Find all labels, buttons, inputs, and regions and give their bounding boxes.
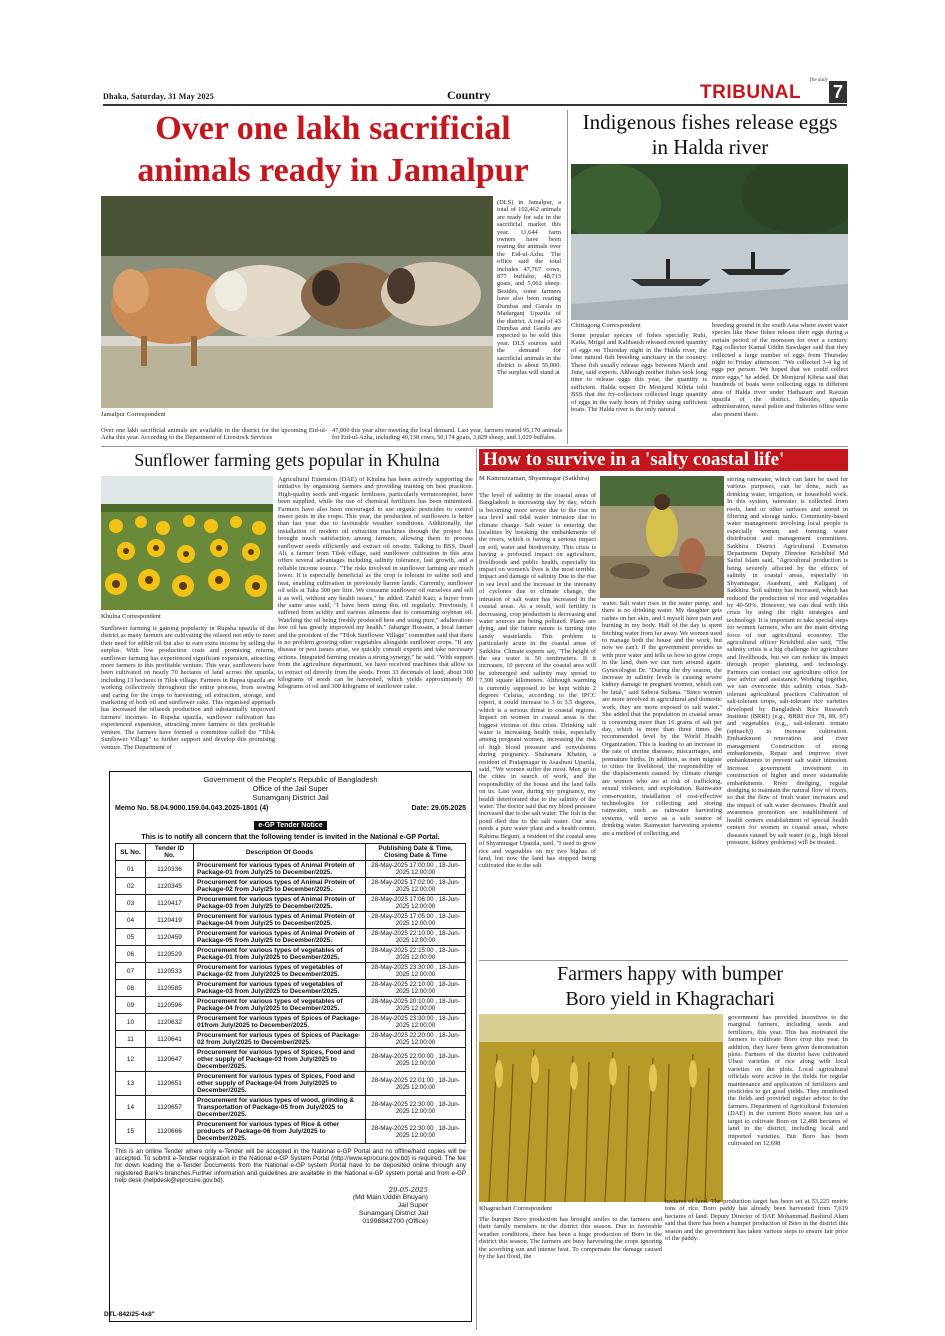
column-rule-2 xyxy=(476,448,477,1330)
salty-text-col1: The level of salinity in the coastal areas of Bangladesh is increasing day by day, which is becoming more severe due to the rise in sea level and tidal water intrusion due to climate change. Salt water is entering the localities by breaking the embankments of the rivers, which is having a serious impact on soil, water and biodiversity. This crisis is having a profound impact on agriculture, livelihoods and public health, especially its impact on women's lives is the most terrible. Impact and damage of salinity Due to the rise in sea level and the increase in the intensity of cyclones due to climate change, the intrusion of salt water has increased in the coastal areas. As a result, soil fertility is decreasing, crop production is decreasing and water sources are being polluted. Plants are dying, and the future nature is turning into sandy wastelands. This problem is particularly acute in the coastal areas of Satkhira. Climate experts say, "The height of the sea water is 50 centimeters. If it increases, 10 percent of the coastal area will be submerged and salinity may spread to 7,300 square kilometers. Although warming is currently supposed to be kept within 2 degrees Celsius, according to the IPCC report, it could increase to 3 to 3.5 degrees, which is a serious threat to coastal regions. Impact on women in coastal areas is the biggest victims of this crisis. Drinking salt water is increasing health risks, especially among pregnant women, increasing the risk of high blood pressure and convulsions during pregnancy. Shahanara Khatun, a resident of Pratapnagar in Asashuni Upazila, said, "We women suffer the most. Men go to the cities in search of work, and the responsibility of the house and the land falls on us. Last year, during my pregnancy, my health deteriorated due to the salinity of the water. The doctor said that my blood pressure increased due to the salt water. The fish in the pond died due to the salt water. Our area needs a pure water plant and a health center. Rahima Begum, a resident of the coastal area of Shyamnagar Upazila, said, "I used to grow rice and vegetables on my two bighas of land, but now the land has stopped being cultivated due to the salt xyxy=(479,492,596,870)
tender-cell-id: 1120533 xyxy=(146,963,194,980)
tender-cell-id: 1120459 xyxy=(146,929,194,946)
tender-cell-sl: 06 xyxy=(116,946,146,963)
tender-cell-id: 1120585 xyxy=(146,980,194,997)
tender-cell-dates: 28-May-2025 22:01:00 , 18-Jun-2025 12:00:00 xyxy=(366,1072,466,1096)
tender-dtl: DTL-842/25-4x8" xyxy=(104,1311,155,1318)
tender-row xyxy=(116,1048,466,1072)
tender-header-id: Tender ID No. xyxy=(146,844,194,861)
tender-cell-id: 1120417 xyxy=(146,895,194,912)
brand-logo xyxy=(700,80,828,104)
boro-text-right: government has provided incentives to the marginal farmers, including seeds and fertilizers, this year. This has motivated the farmers to cultivate Boro crop this year. In addition, they have been given demonstration plots. Farmers of the district have cultivated Ubasi varieties of rice along with local varieties on the plots. Local agricultural officials were active in the fields for regular maintenance and application of fertilizers and pesticides to get good yields. They monitored the fields and provided regular advice to the farmers. Department of Agricultural Extension (DAE) in the current Boro season has set a target to cultivate Boro on 12,488 hectares of land in the district, including local and imported varieties. But Boro has been cultivated on 12,698 xyxy=(728,1014,848,1147)
tender-cell-id: 1120647 xyxy=(146,1048,194,1072)
boro-text-bottom-right: hectares of land. The production target has been set at 53,225 metric tons of rice. Boro paddy has already been harvested from 7,619 hectares of land. Deputy Director of DAE Mohammad Bashirul Alam said that there has been a bumper production of Boro in the district this season and the government has taken various steps to ensure fair price of the paddy. xyxy=(665,1198,848,1243)
sunflower-byline: Khulna Correspondent xyxy=(101,613,161,620)
tender-cell-sl: 12 xyxy=(116,1048,146,1072)
tender-row xyxy=(116,1120,466,1144)
tender-gov-line1: Government of the People's Republic of Bangladesh xyxy=(203,775,378,784)
section-name: Country xyxy=(447,88,491,102)
salty-text-col2: water. Salt water rises in the water pump, and there is no drinking water. My daughter gets rashes on her skin, and I myself have pain and burning in my body. Half of the day is spent fetching water from far away. We women used to manage both the house and the work, but now we can't. If the government provides us with pure water and tells us how to grow crops in the land, then we can turn around again. Gynecologist Dr. "During the dry season, the increase in salinity levels is causing severe kidney damage in pregnant women, which can be fatal," said Sabera Sultana. "Since women are more involved in agricultural and domestic work, they are more exposed to salt water." She added that the population in coastal areas is consuming more than 16 grams of salt per day, which is more than three times the recommended level by the World Health Organization. This is leading to an increase in the rate of uterine diseases, miscarriages, and premature births. In addition, as men migrate to cities for livelihood, the responsibility of the displacements caused by climate change are women who are at risk of trafficking, sexual violence, and exploitation. Rainwater conservation, installation of cost-effective technologies for collecting and storing rainwater, such as rainwater harvesting systems, will serve as a safe source of drinking water. Rainwater harvesting systems are a method of collecting and xyxy=(602,600,722,837)
headline-boro: Farmers happy with bumper Boro yield in Khagrachari xyxy=(556,963,784,1010)
tender-row xyxy=(116,980,466,997)
sunflower-text-col1: Sunflower farming is gaining popularity in Rupsha upazila of the district as many farmers are cultivating the oilseed not only to meet their need for edible oil but also to earn extra income by selling the surplus. With low production costs and promising returns, sunflower farming has experienced significant expansion, attracting more farmers to this profitable venture. This year, sunflowers have been cultivated on nearly 70 hectares of land across the upazila, including 13 hectares in Tilok village. Farmers in Rupsa upazila are working collectively throughout the entire process, from sowing and caring for the crops to harvesting, oil extraction, storage, and marketing of both oil and sunflower cake. This organised approach has increased the oilseeds production and substantially improved farmers' incomes. In Rupsha upazila, sunflower cultivation has experienced expansion, attracting more farmers to this profitable venture. The farmers have formed a committee called the "Tilok Sunflower Village" to further support and develop this promising venture. The Department of xyxy=(101,625,275,751)
tender-cell-id: 1120336 xyxy=(146,861,194,878)
tender-cell-id: 1120657 xyxy=(146,1096,194,1120)
salty-byline: M Kamruzzaman, Shyamnagar (Satkhira) xyxy=(479,475,590,482)
photo-salty-women xyxy=(600,476,724,598)
tender-cell-sl: 08 xyxy=(116,980,146,997)
tender-cell-dates: 28-May-2025 22:10:00 , 18-Jun-2025 12:00:00 xyxy=(366,929,466,946)
tender-cell-desc: Procurement for various types of Animal Protein of Package-02 from July/25 to December/2025. xyxy=(194,878,366,895)
tender-signer-phone: 01998842700 (Office) xyxy=(362,1218,428,1226)
tender-cell-sl: 01 xyxy=(116,861,146,878)
tender-rows xyxy=(116,861,466,1144)
tender-cell-id: 1120345 xyxy=(146,878,194,895)
photo-boro-paddy xyxy=(479,1014,723,1202)
tender-cell-dates: 28-May-2025 17:05:00 , 18-Jun-2025 12:00:00 xyxy=(366,912,466,929)
tender-cell-sl: 09 xyxy=(116,997,146,1014)
tender-cell-dates: 28-May-2025 22:00:00 , 18-Jun-2025 12:00:00 xyxy=(366,1048,466,1072)
tender-cell-dates: 28-May-2025 22:20:00 , 18-Jun-2025 12:00:00 xyxy=(366,1031,466,1048)
sacrificial-text-bottom-right: 47,000 this year after meeting the local demand. Last year, farmers reared 95,170 animals for Eid-ul-Azha, including 40,138 cows, 50,174 goats, 3,829 sheep, and 1,029 buffalos. xyxy=(332,427,562,442)
tender-cell-id: 1120529 xyxy=(146,946,194,963)
sunflower-text-col2: Agricultural Extension (DAE) of Khulna has been actively supporting the initiative by organising farmers and providing training on best practices. High-quality seeds and organic fertilisers, particularly vermicompost, have been supplied, while the use of chemical fertilizers has been minimized. Farmers have also been encouraged to use organic pesticides to control insect pests in the crops. This year, the production of sunflowers is better than last year due to favourable weather conditions. Additionally, the installation of modern oil extraction machines through the project has brought much satisfaction among farmers, allowing them to process sunflower seeds efficiently and extract oil on-site. Talking to BSS, Daud Ali, a farmer from Tilok village, said sunflower cultivation in this area offers several advantages including salinity tolerance, fast growth, and a reliable income source. "The risks involved in sunflower farming are much lower. It is especially beneficial as the crop is tolerant to saline soil and heat, enabling cultivation in previously barren lands. Currently, sunflower oil sells at Taka 300 per litre. We consume sunflower oil ourselves and sell it as well, without any health issues," he added. Zahid Kazi, a buyer from the same area said, "I have been using this oil regularly. Previously, I suffered from acidity and various ailments due to consuming soybean oil. Watching the oil being freshly produced here and using pure," adulteration-free oil has greatly improved my health." Jahangir Hossain, a local farmer and the president of the "Tilok Sunflower Village" committee said that there is no problem growing other vegetables alongside sunflower crops. "If any disease or pest issues arise, we quickly consult experts and take necessary actions. Integrated farming creates a strong synergy," he said. "With support from the agriculture department, we have received machines that allow us to extract oil directly from the seeds. From 33 decimals of land, about 300 kilograms of seeds can be harvested, which yields approximately 80 kilograms of oil and 300 kilograms of sunflower cake. xyxy=(278,476,473,691)
tender-row xyxy=(116,912,466,929)
tender-signer-name: (Md Main Uddin Bhuyan) xyxy=(352,1194,428,1202)
tender-signature xyxy=(115,1186,428,1194)
tender-cell-id: 1120641 xyxy=(146,1031,194,1048)
tender-cell-id: 1120419 xyxy=(146,912,194,929)
sacrificial-text-bottom-left: Over one lakh sacrificial animals are available in the district for the upcoming Eid-ul-Azha this year. According to the Department of Livestock Services xyxy=(101,427,327,442)
tender-signature-date: 29-05-2025 xyxy=(388,1186,428,1195)
tender-header-dates: Publishing Date & Time, Closing Date & Time xyxy=(366,844,466,861)
tender-signer-title: Jail Super xyxy=(397,1202,428,1210)
tender-row xyxy=(116,878,466,895)
tender-cell-dates: 28-May-2025 22:10:00 , 18-Jun-2025 12:00:00 xyxy=(366,980,466,997)
tender-cell-dates: 28-May-2025 23:30:00 , 18-Jun-2025 12:00:00 xyxy=(366,963,466,980)
tender-row xyxy=(116,997,466,1014)
tender-cell-desc: Procurement for various types of Animal Protein of Package-03 from July/25 to December/2025. xyxy=(194,895,366,912)
brand-small: The daily xyxy=(809,78,828,83)
tender-signer-office: Sunamganj District Jail xyxy=(358,1210,428,1218)
photo-halda-boats xyxy=(571,164,848,320)
tender-memo: Memo No. 58.04.9000.159.04.043.2025-1801 (4) xyxy=(115,805,269,812)
tender-cell-id: 1120666 xyxy=(146,1120,194,1144)
tender-cell-desc: Procurement for various types of Spices, Food and other supply of Package-03 from July/2025 to December/2025. xyxy=(194,1048,366,1072)
halda-text-col2: breeding ground in the south Asia where sweet water species like these fishes release their eggs during a certain period of the monsoon for over a century. Egg collector Kamal Uddin Sawdager said that they collected a large number of eggs from Thursday night to Friday afternoon. "We collected 3-4 kg of eggs per person. We hoped that we could collect more eggs," he added. Dr Monjurul Kibria said that hundreds of boats were collecting eggs in different area of Halda river under Hathazari and Raozan upazila of the district. Besides, upazila administration, naval police and fisheries office were also present there. xyxy=(712,322,848,418)
tender-row xyxy=(116,963,466,980)
tender-cell-sl: 15 xyxy=(116,1120,146,1144)
tender-cell-desc: Procurement for various types of vegetables of Package-03 from July/2025 to December/2025. xyxy=(194,980,366,997)
tender-cell-id: 1120596 xyxy=(146,997,194,1014)
headline-sacrificial: Over one lakh sacrificial animals ready in Jamalpur xyxy=(137,110,529,189)
row-rule-1 xyxy=(101,446,848,447)
tender-cell-sl: 14 xyxy=(116,1096,146,1120)
tender-footer: This is an online Tender where only e-Tender will be accepted in the National e-GP Portal and no offline/hard copies will be accepted. To submit e-Tender registration in the National e-GP System Portal (http://www.eprocure.gov.bd) is required. The fee for down loading the e-Tender Documents from the National e-GP system Portal have to be deposited online through any registered Bank's branches.Further information and guidelines are available in the National e-GP system portal and from e-GP help desk (helpdesk@eprocure.gov.bd). xyxy=(115,1148,466,1184)
tender-cell-sl: 04 xyxy=(116,912,146,929)
tender-row xyxy=(116,861,466,878)
tender-cell-id: 1120632 xyxy=(146,1014,194,1031)
salty-text-col3: storing rainwater, which can later be used for various purposes, can be done, such as drinking water, irrigation, or household work. In this system, rainwater is collected from roofs, land or other surfaces and stored in filtering and storage tanks. Community-based water management involving local people is especially women, and forming water distribution and management committees. Satkhira District Agricultural Extension Department Deputy Director Krishibid Md Saiful Islam said, "Agricultural production is being severely affected by the effects of salinity in coastal areas, especially in Shyamnagar, Asashuni, and Kaliganj of Satkhira. Soil salinity has increased, which has reduced the production of rice and vegetables by 40-50%. However, we can deal with this crisis by using the right strategies and technology. It is important to take special steps for women farmers, who are the main driving force of our agricultural economy. The agricultural officer Krishibid also said, "The salinity crisis is a big challenge for agriculture and livelihoods, but we can reduce its impact through proper planning and technology. Farmers can contact our agriculture office for free advice and assistance. Working together, we can overcome this salinity crisis. Salt-tolerant agricultural practices Cultivation of salt-tolerant crops, salt-tolerant rice varieties developed by Bangladesh Rice Research Institute (BRRI) (e.g., BRRI rice 78, 89, 97) and vegetables (e.g., salt-tolerant tomato (spinach)) to increase cultivation. Embankment renovation and river management Construction of strong embankments, Repair and improve river embankments to prevent salt water intrusion. Increase government investment in construction of higher and more sustainable embankments. River dredging, regular dredging to maintain the natural flow of rivers, so that the flow of fresh water increases and the impact of salt water decreases. Health and awareness promotion are establishment of health centers establishment of special health centers for women in coastal areas, where diseases caused by salt water (e.g., high blood pressure, kidney problems) will be treated. xyxy=(727,476,848,846)
row-rule-2 xyxy=(479,960,848,961)
masthead-rule xyxy=(103,104,847,106)
tender-cell-dates: 28-May-2025 17:06:00 , 18-Jun-2025 12:00:00 xyxy=(366,895,466,912)
tender-row xyxy=(116,929,466,946)
tender-cell-desc: Procurement for various types of Animal Protein of Package-05 from July/25 to December/2025. xyxy=(194,929,366,946)
tender-cell-desc: Procurement for various types of Rice & other products of Package-06 from July/2025 to December/2025. xyxy=(194,1120,366,1144)
tender-cell-desc: Procurement for various types of wood, grinding & Transportation of Package-05 from July/2025 to December/2025. xyxy=(194,1096,366,1120)
headline-halda: Indigenous fishes release eggs in Halda river xyxy=(582,110,838,159)
boro-byline: Khagrachari Correspondent xyxy=(479,1205,553,1212)
tender-cell-desc: Procurement for various types of Spices of Package-01from July/2025 to December/2025. xyxy=(194,1014,366,1031)
brand-name: TRIBUNAL xyxy=(700,82,802,103)
headline-sunflower: Sunflower farming gets popular in Khulna xyxy=(134,450,440,470)
tender-cell-dates: 28-May-2025 17:02:00 , 18-Jun-2025 12:00:00 xyxy=(366,878,466,895)
dateline: Dhaka, Saturday, 31 May 2025 xyxy=(103,92,214,101)
photo-cows xyxy=(101,196,493,408)
tender-cell-desc: Procurement for various types of Animal Protein of Package-01 from July/25 to December/2025. xyxy=(194,861,366,878)
tender-notice xyxy=(104,771,472,1322)
headline-salty: How to survive in a 'salty coastal life' xyxy=(479,449,848,471)
tender-notice-title: e-GP Tender Notice xyxy=(254,821,326,830)
halda-text-col1: Some popular species of fishes specially Ruhi, Katla, Mrigel and Kalibaush released record quantity of eggs on Thursday night in the Halda river, the lone natural fish breeding sanctuary in the country. These fish usually release eggs between March and June, said experts. Although mother fishes took long time to release eggs this year, the quantity is sufficient. Halda expert Dr Monjurul Kibria told BSS that the fry-collectors collected huge quantity of eggs in the early hours of Friday using sufficient boats. The Halda river is the only natural xyxy=(571,332,707,414)
tender-row xyxy=(116,895,466,912)
tender-row xyxy=(116,1072,466,1096)
tender-cell-desc: Procurement for various types of vegetables of Package-02 from July/2025 to December/2025. xyxy=(194,963,366,980)
tender-cell-desc: Procurement for various types of vegetables of Package-04 from July/2025 to December/2025. xyxy=(194,997,366,1014)
photo-sunflower-field xyxy=(101,476,273,610)
tender-cell-sl: 03 xyxy=(116,895,146,912)
tender-gov-line2: Office of the Jail Super xyxy=(252,784,329,793)
tender-header-desc: Description Of Goods xyxy=(194,844,366,861)
tender-row xyxy=(116,1096,466,1120)
tender-cell-sl: 05 xyxy=(116,929,146,946)
tender-cell-sl: 10 xyxy=(116,1014,146,1031)
tender-row xyxy=(116,1014,466,1031)
tender-cell-dates: 28-May-2025 20:10:00 , 18-Jun-2025 12:00:00 xyxy=(366,997,466,1014)
tender-cell-id: 1120651 xyxy=(146,1072,194,1096)
tender-cell-desc: Procurement for various types of Animal Protein of Package-04 from July/25 to December/2025. xyxy=(194,912,366,929)
tender-row xyxy=(116,946,466,963)
tender-cell-desc: Procurement for various types of vegetables of Package-01 from July/2025 to December/2025. xyxy=(194,946,366,963)
page-number: 7 xyxy=(829,81,847,103)
tender-cell-dates: 28-May-2025 22:30:00 , 18-Jun-2025 12:00:00 xyxy=(366,1120,466,1144)
boro-text-bottom-left: The bumper Boro production has brought smiles to the farmers and their family members in the district this season. Due to favorable weather conditions, there has been a huge production of Boro in the district this season. The farmers are busy harvesting the crops ignoring the scorching sun and intense heat. To compensate the damage caused by the last flood, the xyxy=(479,1216,662,1260)
tender-row xyxy=(116,1031,466,1048)
tender-cell-dates: 28-May-2025 22:30:00 , 18-Jun-2025 12:00:00 xyxy=(366,1096,466,1120)
column-rule-1 xyxy=(567,110,568,444)
tender-table xyxy=(115,843,466,1144)
tender-cell-dates: 28-May-2025 23:30:00 , 18-Jun-2025 12:00:00 xyxy=(366,1014,466,1031)
tender-cell-sl: 07 xyxy=(116,963,146,980)
tender-cell-sl: 11 xyxy=(116,1031,146,1048)
sacrificial-text-right: (DLS) in Jamalpur, a total of 102,462 animals are ready for sale in the sacrificial market this year. 11,644 farm owners have been rearing the animals over the Eid-ul-Azha. The office said the total includes 47,767 cows, 877 buffalos, 48,713 goats, and 5,062 sheep. Besides, some farmers have also been rearing Dumbas and Garals in Madarganj Upazila of the district. A total of 43 Dumbas and Garals are expected to be sold this year. DLS sources said the demand for sacrificial animals in the district is about 55,000. The surplus will stand at xyxy=(497,199,561,377)
sacrificial-byline: Jamalpur Correspondent xyxy=(101,411,166,418)
tender-date: Date: 29.05.2025 xyxy=(411,805,466,812)
tender-intro: This is to notify all concern that the following tender is invited in the National e-GP Portal. xyxy=(141,834,440,841)
halda-byline: Chittagong Correspondent xyxy=(571,322,641,329)
tender-cell-dates: 28-May-2025 17:00:00 , 18-Jun-2025 12:00:00 xyxy=(366,861,466,878)
tender-header-sl: SL No. xyxy=(116,844,146,861)
tender-cell-sl: 02 xyxy=(116,878,146,895)
tender-cell-desc: Procurement for various types of Spices, Food and other supply of Package-04 from July/2025 to December/2025. xyxy=(194,1072,366,1096)
tender-gov-line3: Sunamganj District Jail xyxy=(252,793,329,802)
tender-cell-sl: 13 xyxy=(116,1072,146,1096)
tender-cell-dates: 28-May-2025 22:15:00 , 18-Jun-2025 12:00:00 xyxy=(366,946,466,963)
tender-cell-desc: Procurement for various types of Spices of Package-02 from July/2025 to December/2025. xyxy=(194,1031,366,1048)
